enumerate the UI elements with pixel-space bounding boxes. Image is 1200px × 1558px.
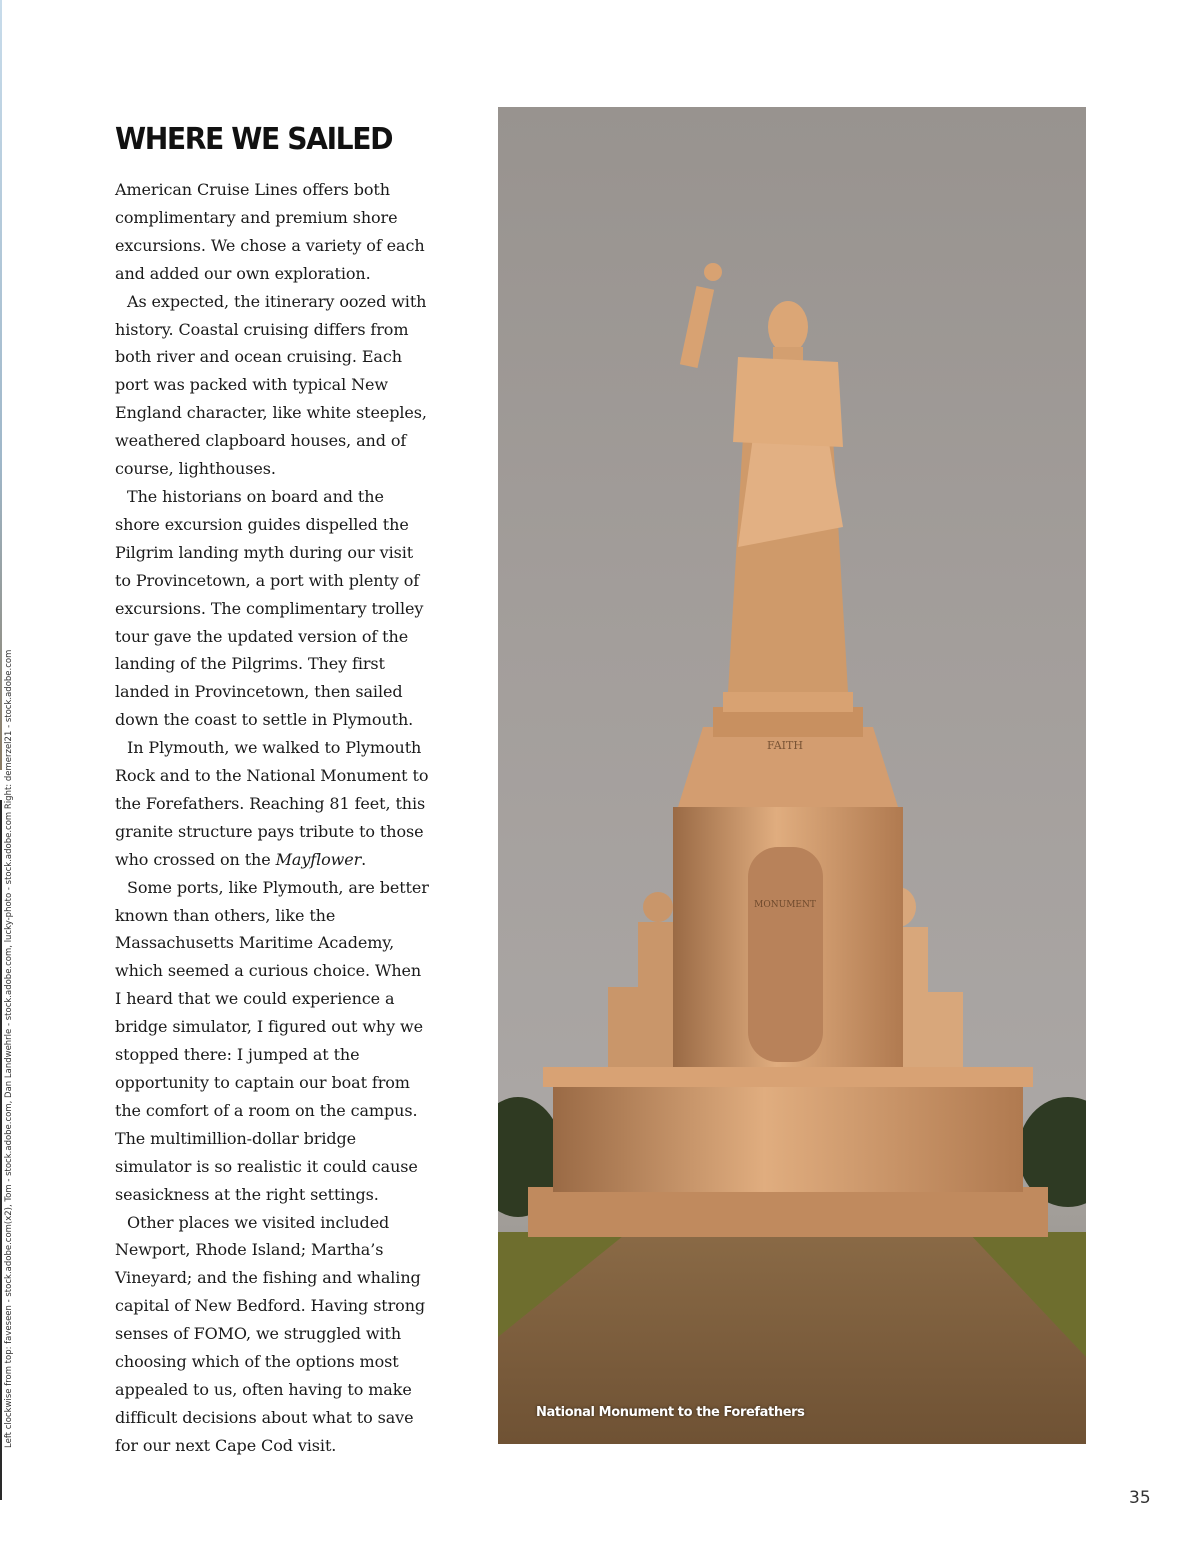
article-body (115, 176, 430, 1460)
paragraph-4-text: In Plymouth, we walked to Plymouth Rock and to the National Monument to the Forefathers. Reaching 81 feet, this granite structure pays tribute to those who crossed on the (115, 738, 429, 869)
paragraph-4 (115, 734, 430, 874)
faith-statue (680, 263, 853, 712)
left-edge-image-strip (0, 0, 2, 770)
paragraph-3: The historians on board and the shore excursion guides dispelled the Pilgrim landing myth during our visit to Provincetown, a port with plenty of excursions. The complimentary trolley tour gave the updated version of the landing of the Pilgrims. They first landed in Provincetown, then sailed down the coast to settle in Plymouth. (115, 486, 424, 730)
svg-text:MONUMENT: MONUMENT (754, 900, 816, 910)
faith-inscription: FAITH (767, 739, 803, 752)
paragraph-2: As expected, the itinerary oozed with history. Coastal cruising differs from both river and ocean cruising. Each port was packed with typical New England character, like white steeples, weathered clapboard houses, and of course, lighthouses. (115, 291, 427, 479)
section-headline: WHERE WE SAILED (115, 122, 393, 157)
paragraph-1: American Cruise Lines offers both complimentary and premium shore excursions. We chose a variety of each and added our own exploration. (115, 180, 425, 283)
ship-name-italic: Mayflower (275, 849, 362, 869)
monument-photo (498, 107, 1086, 1444)
article-column (115, 120, 430, 1460)
page-number: 35 (1129, 1488, 1151, 1508)
photo-caption: National Monument to the Forefathers (536, 1405, 805, 1420)
paragraph-4-end: . (361, 849, 367, 869)
paragraph-5: Some ports, like Plymouth, are better known than others, like the Massachusetts Maritime Academy, which seemed a curious choice. When I heard that we could experience a bridge simulator, I figured out why we stopped there: I jumped at the opportunity to captain our boat from the comfort of a room on the campus. The multimillion-dollar bridge simulator is so realistic it could cause seasickness at the right settings. (115, 877, 429, 1204)
left-edge-image-strip-lower (0, 800, 2, 1500)
photo-credit: Left clockwise from top: faveseen - stock.adobe.com(x2), Tom - stock.adobe.com, Dan Landwehrle - stock.adobe.com, lucky-photo - stock.adobe.com Right: demerzel21 - stock.adobe.com (4, 649, 14, 1448)
paragraph-6: Other places we visited included Newport, Rhode Island; Martha’s Vineyard; and the fishing and whaling capital of New Bedford. Having strong senses of FOMO, we struggled with choosing which of the options most appealed to us, often having to make difficult decisions about what to save for our next Cape Cod visit. (115, 1212, 426, 1455)
